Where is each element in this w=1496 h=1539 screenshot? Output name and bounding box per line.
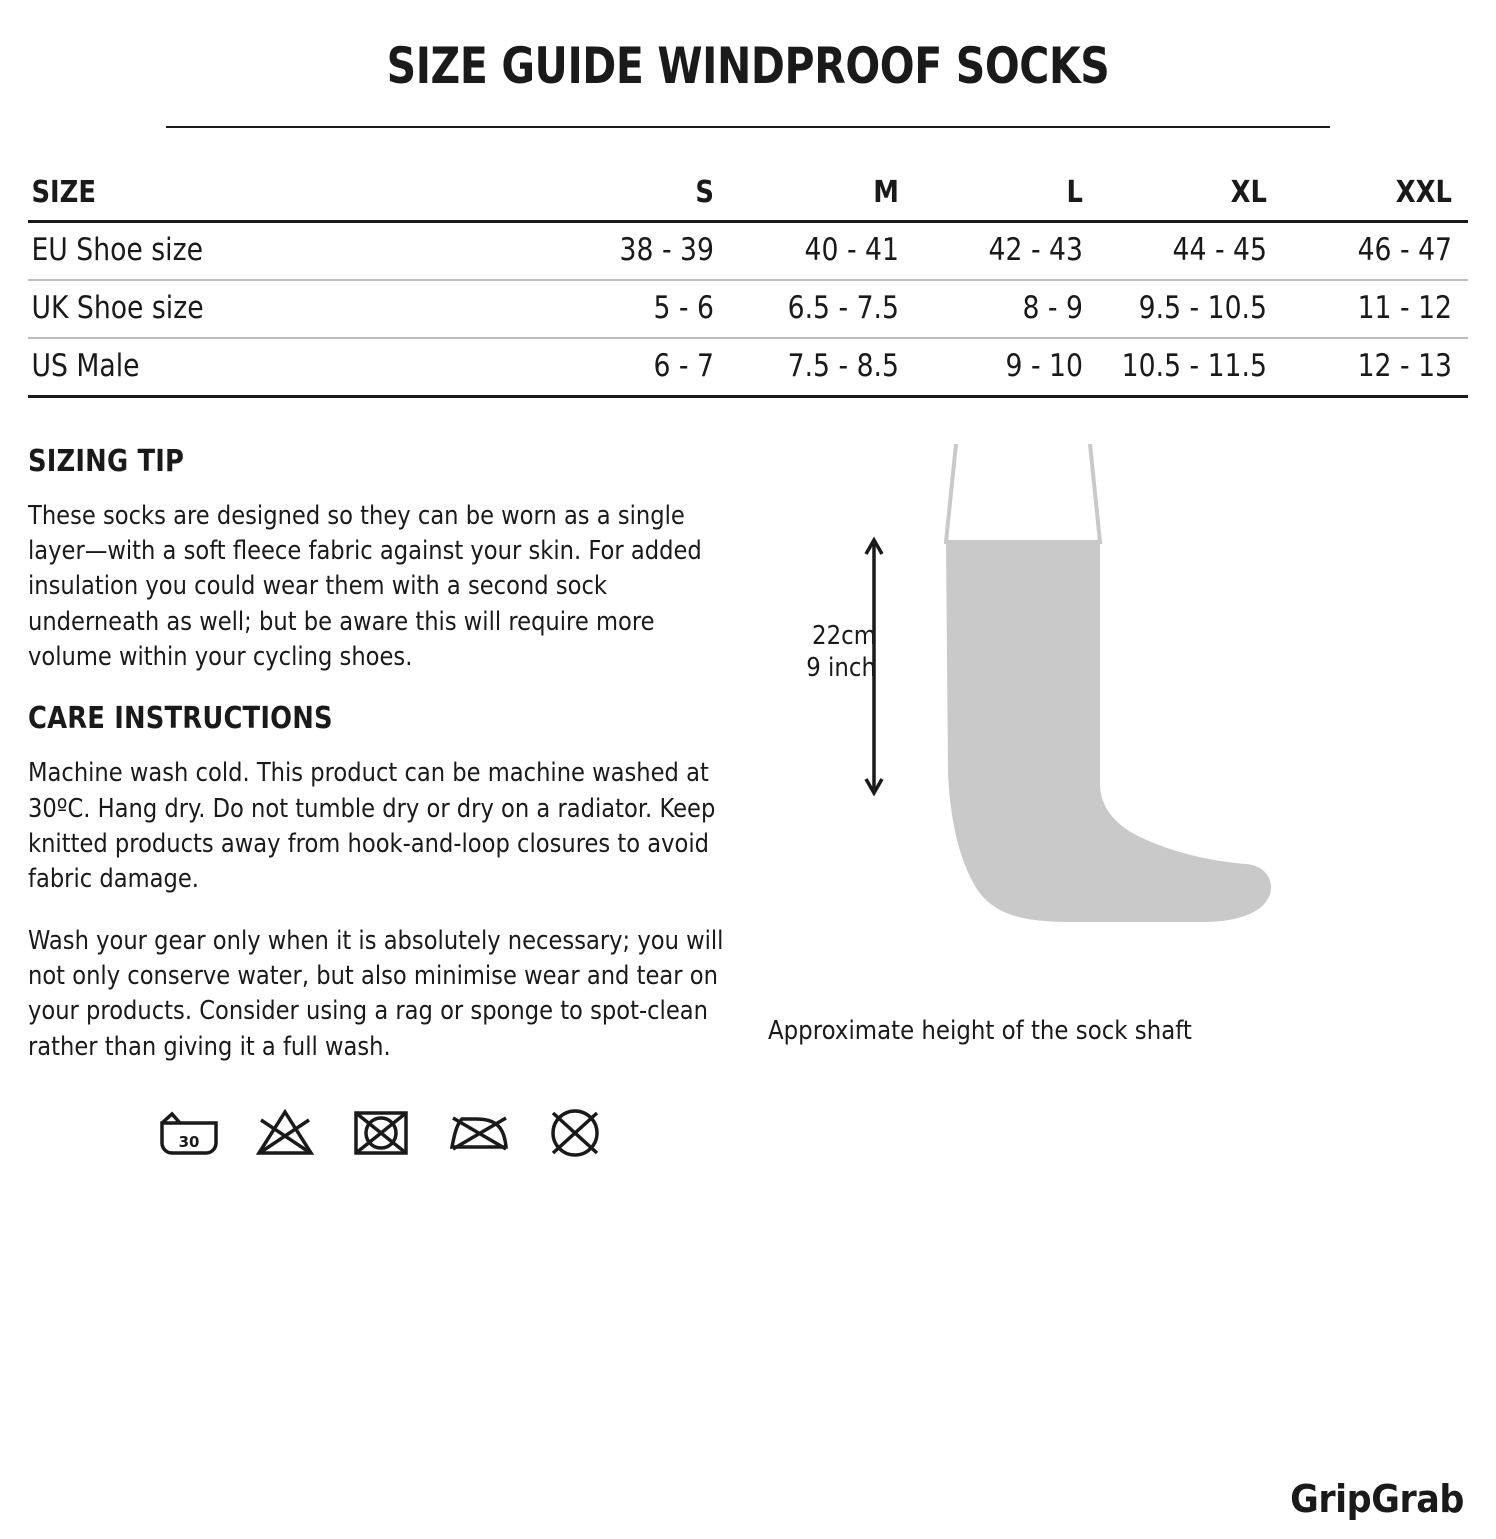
cell-value: 6.5 - 7.5: [744, 280, 903, 338]
sock-diagram: [778, 444, 1398, 1004]
machine-wash-30-icon: [158, 1107, 220, 1164]
row-label: US Male: [28, 338, 474, 397]
content-columns: [28, 444, 1468, 1165]
sock-height-measurement: [797, 620, 876, 685]
sock-diagram-caption: Approximate height of the sock shaft: [768, 1015, 1192, 1046]
cell-value: 12 - 13: [1297, 338, 1456, 397]
care-instructions-paragraph-1: Machine wash cold. This product can be machine washed at 30ºC. Hang dry. Do not tumble dry or dry on a radiator. Keep knitted products away from hook-and-loop closures to avoid fabric damage.: [28, 758, 716, 895]
cell-value: 8 - 9: [928, 280, 1087, 338]
cell-value: 40 - 41: [744, 221, 903, 280]
row-label: EU Shoe size: [28, 221, 474, 280]
cell-value: 5 - 6: [559, 280, 718, 338]
do-not-dry-clean-icon: [546, 1107, 604, 1164]
table-row: [28, 280, 1468, 338]
column-header-m: M: [744, 166, 903, 222]
do-not-iron-icon: [446, 1107, 512, 1164]
size-guide-page: [0, 34, 1496, 1539]
cell-value: 6 - 7: [559, 338, 718, 397]
do-not-bleach-icon: [254, 1107, 316, 1164]
table-row: [28, 221, 1468, 280]
column-header-size: SIZE: [28, 166, 474, 222]
cell-value: 11 - 12: [1297, 280, 1456, 338]
care-instructions-paragraph-2: Wash your gear only when it is absolutely necessary; you will not only conserve water, but also minimise wear and tear on your products. Consider using a rag or sponge to spot-clean rather than giving it a full wash.: [28, 925, 724, 1062]
left-column: [28, 444, 768, 1165]
title-divider: [166, 126, 1330, 128]
size-table: [28, 166, 1468, 398]
cell-value: 46 - 47: [1297, 221, 1456, 280]
cell-value: 42 - 43: [928, 221, 1087, 280]
machine-wash-temp-label: 30: [178, 1133, 200, 1152]
care-instructions-heading: CARE INSTRUCTIONS: [28, 701, 333, 737]
measurement-cm: 22cm: [812, 620, 876, 651]
right-column: [768, 444, 1468, 1165]
sizing-tip-text: These socks are designed so they can be worn as a single layer—with a soft fleece fabric against your skin. For added insulation you could wear them with a second sock underneath as well; but be aware this will require more volume within your cycling shoes.: [28, 500, 702, 672]
sock-illustration: [778, 444, 1398, 1004]
page-title: SIZE GUIDE WINDPROOF SOCKS: [386, 36, 1110, 95]
cell-value: 10.5 - 11.5: [1112, 338, 1271, 397]
table-row: [28, 338, 1468, 397]
cell-value: 9 - 10: [928, 338, 1087, 397]
care-symbols: [158, 1107, 728, 1164]
table-header-row: [28, 166, 1468, 222]
column-header-xxl: XXL: [1297, 166, 1456, 222]
size-table-body: [28, 221, 1468, 396]
row-label: UK Shoe size: [28, 280, 474, 338]
column-header-l: L: [928, 166, 1087, 222]
cell-value: 7.5 - 8.5: [744, 338, 903, 397]
cell-value: 9.5 - 10.5: [1112, 280, 1271, 338]
cell-value: 44 - 45: [1112, 221, 1271, 280]
do-not-tumble-dry-icon: [350, 1107, 412, 1164]
brand-logo: GripGrab: [1290, 1476, 1464, 1521]
column-header-xl: XL: [1112, 166, 1271, 222]
cell-value: 38 - 39: [559, 221, 718, 280]
column-header-s: S: [559, 166, 718, 222]
sock-caption-wrap: [768, 1016, 1468, 1046]
size-table-head: [28, 166, 1468, 222]
sizing-tip-heading: SIZING TIP: [28, 443, 185, 479]
measurement-inch: 9 inch: [806, 653, 876, 683]
